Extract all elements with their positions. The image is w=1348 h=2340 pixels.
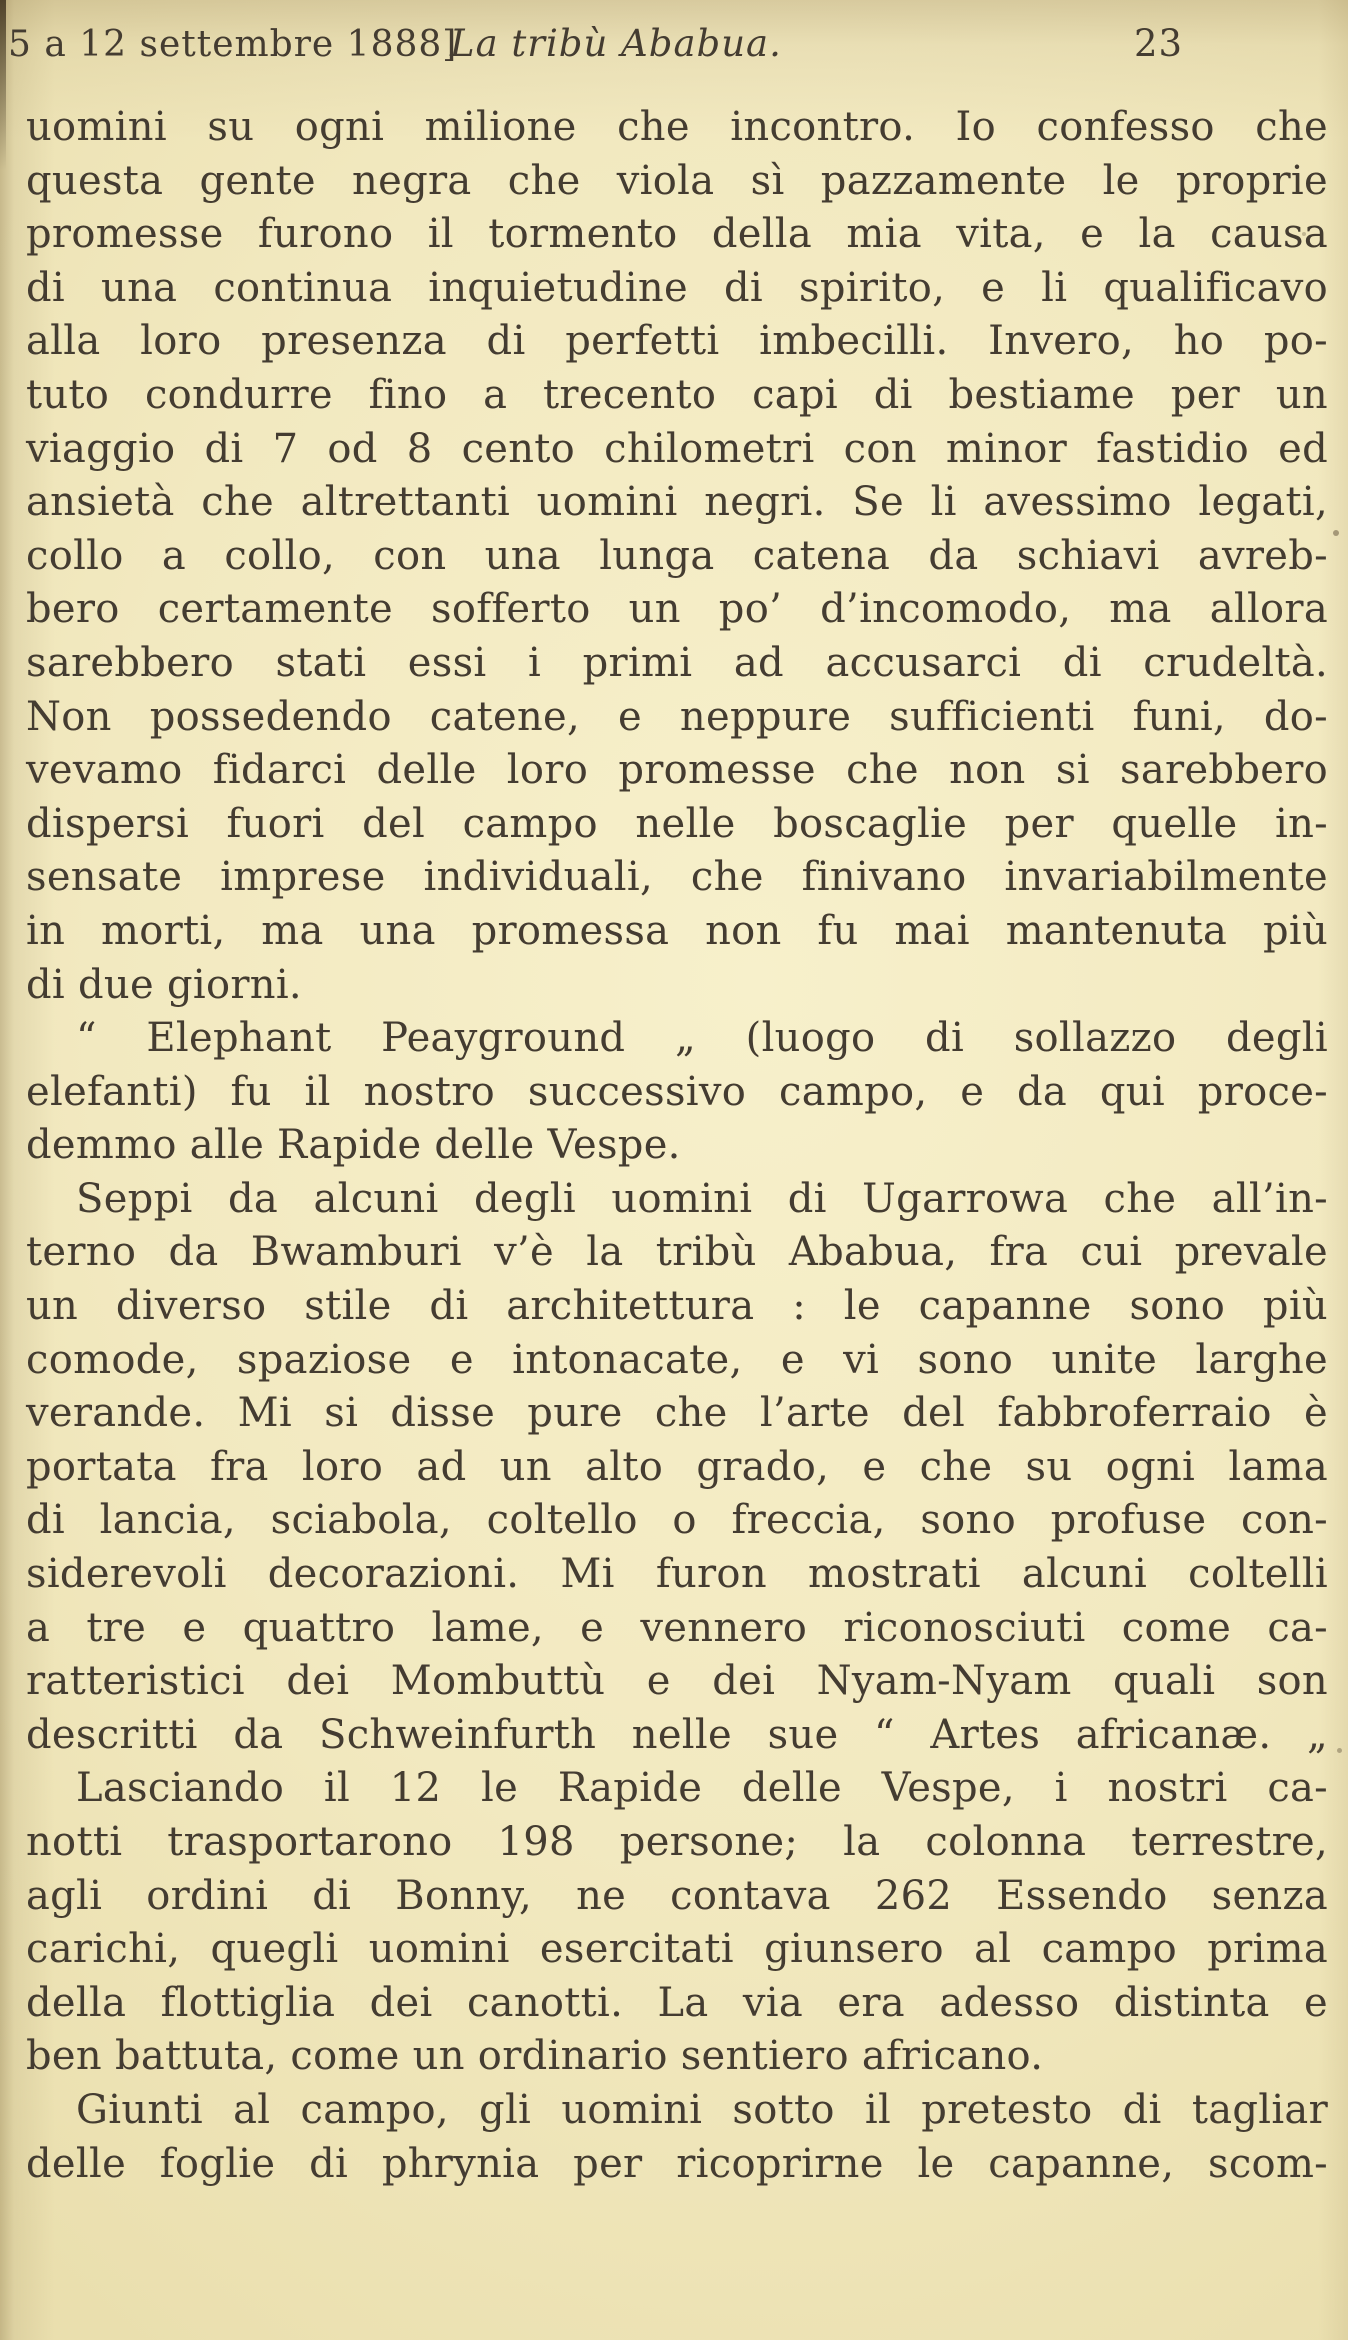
page-header bbox=[0, 0, 1348, 90]
text-line: ben battuta, come un ordinario sentiero africano. bbox=[26, 2033, 1044, 2080]
text-line: sarebbero stati essi i primi ad accusarci di crudeltà. bbox=[26, 639, 1328, 686]
paper-speck bbox=[1333, 530, 1339, 536]
text-line: comode, spaziose e intonacate, e vi sono unite larghe bbox=[26, 1336, 1328, 1383]
text-line: dispersi fuori del campo nelle boscaglie per quelle in- bbox=[26, 800, 1328, 847]
text-line: Non possedendo catene, e neppure sufficienti funi, do- bbox=[26, 693, 1328, 740]
text-line: tuto condurre fino a trecento capi di bestiame per un bbox=[26, 371, 1328, 418]
text-line: promesse furono il tormento della mia vita, e la causa bbox=[26, 211, 1328, 258]
text-line: agli ordini di Bonny, ne contava 262 Essendo senza bbox=[26, 1872, 1328, 1919]
text-line: della flottiglia dei canotti. La via era adesso distinta e bbox=[26, 1979, 1328, 2026]
text-line: alla loro presenza di perfetti imbecilli. Invero, ho po- bbox=[26, 318, 1328, 365]
text-line: notti trasportarono 198 persone; la colonna terrestre, bbox=[26, 1819, 1328, 1865]
text-line: siderevoli decorazioni. Mi furon mostrati alcuni coltelli bbox=[26, 1551, 1328, 1598]
text-line: sensate imprese individuali, che finivano invariabilmente bbox=[26, 854, 1328, 901]
paper-speck bbox=[1337, 1748, 1342, 1753]
text-line: elefanti) fu il nostro successivo campo, e da qui proce- bbox=[26, 1068, 1328, 1115]
text-line: a tre e quattro lame, e vennero riconosciuti come ca- bbox=[26, 1604, 1328, 1651]
text-line: descritti da Schweinfurth nelle sue “ Artes africanæ. „ bbox=[26, 1711, 1328, 1758]
text-line: terno da Bwamburi v’è la tribù Ababua, fra cui prevale bbox=[26, 1229, 1328, 1276]
text-line: collo a collo, con una lunga catena da schiavi avreb- bbox=[26, 532, 1328, 579]
text-line: “ Elephant Peayground „ (luogo di sollazzo degli bbox=[76, 1015, 1328, 1062]
text-line: vevamo fidarci delle loro promesse che non si sarebbero bbox=[26, 747, 1328, 794]
header-date-range: 5 a 12 settembre 1888] bbox=[8, 24, 458, 65]
text-line: di una continua inquietudine di spirito, e li qualificavo bbox=[26, 264, 1328, 311]
text-line: di due giorni. bbox=[26, 961, 302, 1008]
text-line: in morti, ma una promessa non fu mai mantenuta più bbox=[26, 907, 1328, 954]
text-line: un diverso stile di architettura : le capanne sono più bbox=[26, 1283, 1328, 1330]
text-line: uomini su ogni milione che incontro. Io confesso che bbox=[26, 104, 1328, 150]
text-line: questa gente negra che viola sì pazzamente le proprie bbox=[26, 157, 1328, 204]
paper-speck bbox=[1302, 232, 1306, 236]
text-line: Lasciando il 12 le Rapide delle Vespe, i nostri ca- bbox=[76, 1765, 1328, 1812]
header-running-title: La tribù Ababua. bbox=[450, 22, 782, 65]
text-line: Seppi da alcuni degli uomini di Ugarrowa che all’in- bbox=[76, 1175, 1328, 1222]
text-line: bero certamente sofferto un po’ d’incomodo, ma allora bbox=[26, 586, 1328, 633]
text-line: di lancia, sciabola, coltello o freccia, sono profuse con- bbox=[26, 1497, 1328, 1544]
text-line: portata fra loro ad un alto grado, e che su ogni lama bbox=[26, 1443, 1328, 1490]
text-line: verande. Mi si disse pure che l’arte del fabbroferraio è bbox=[26, 1390, 1328, 1437]
text-line: Giunti al campo, gli uomini sotto il pretesto di tagliar bbox=[76, 2086, 1328, 2133]
text-line: carichi, quegli uomini esercitati giunsero al campo prima bbox=[26, 1926, 1328, 1973]
text-line: ansietà che altrettanti uomini negri. Se li avessimo legati, bbox=[26, 479, 1328, 526]
page-body bbox=[26, 101, 1328, 2191]
text-line: viaggio di 7 od 8 cento chilometri con minor fastidio ed bbox=[26, 425, 1328, 472]
text-line: ratteristici dei Mombuttù e dei Nyam-Nyam quali son bbox=[26, 1658, 1328, 1705]
text-line: delle foglie di phrynia per ricoprirne le capanne, scom- bbox=[26, 2140, 1328, 2187]
text-line: demmo alle Rapide delle Vespe. bbox=[26, 1122, 681, 1169]
header-page-number: 23 bbox=[1134, 22, 1184, 65]
